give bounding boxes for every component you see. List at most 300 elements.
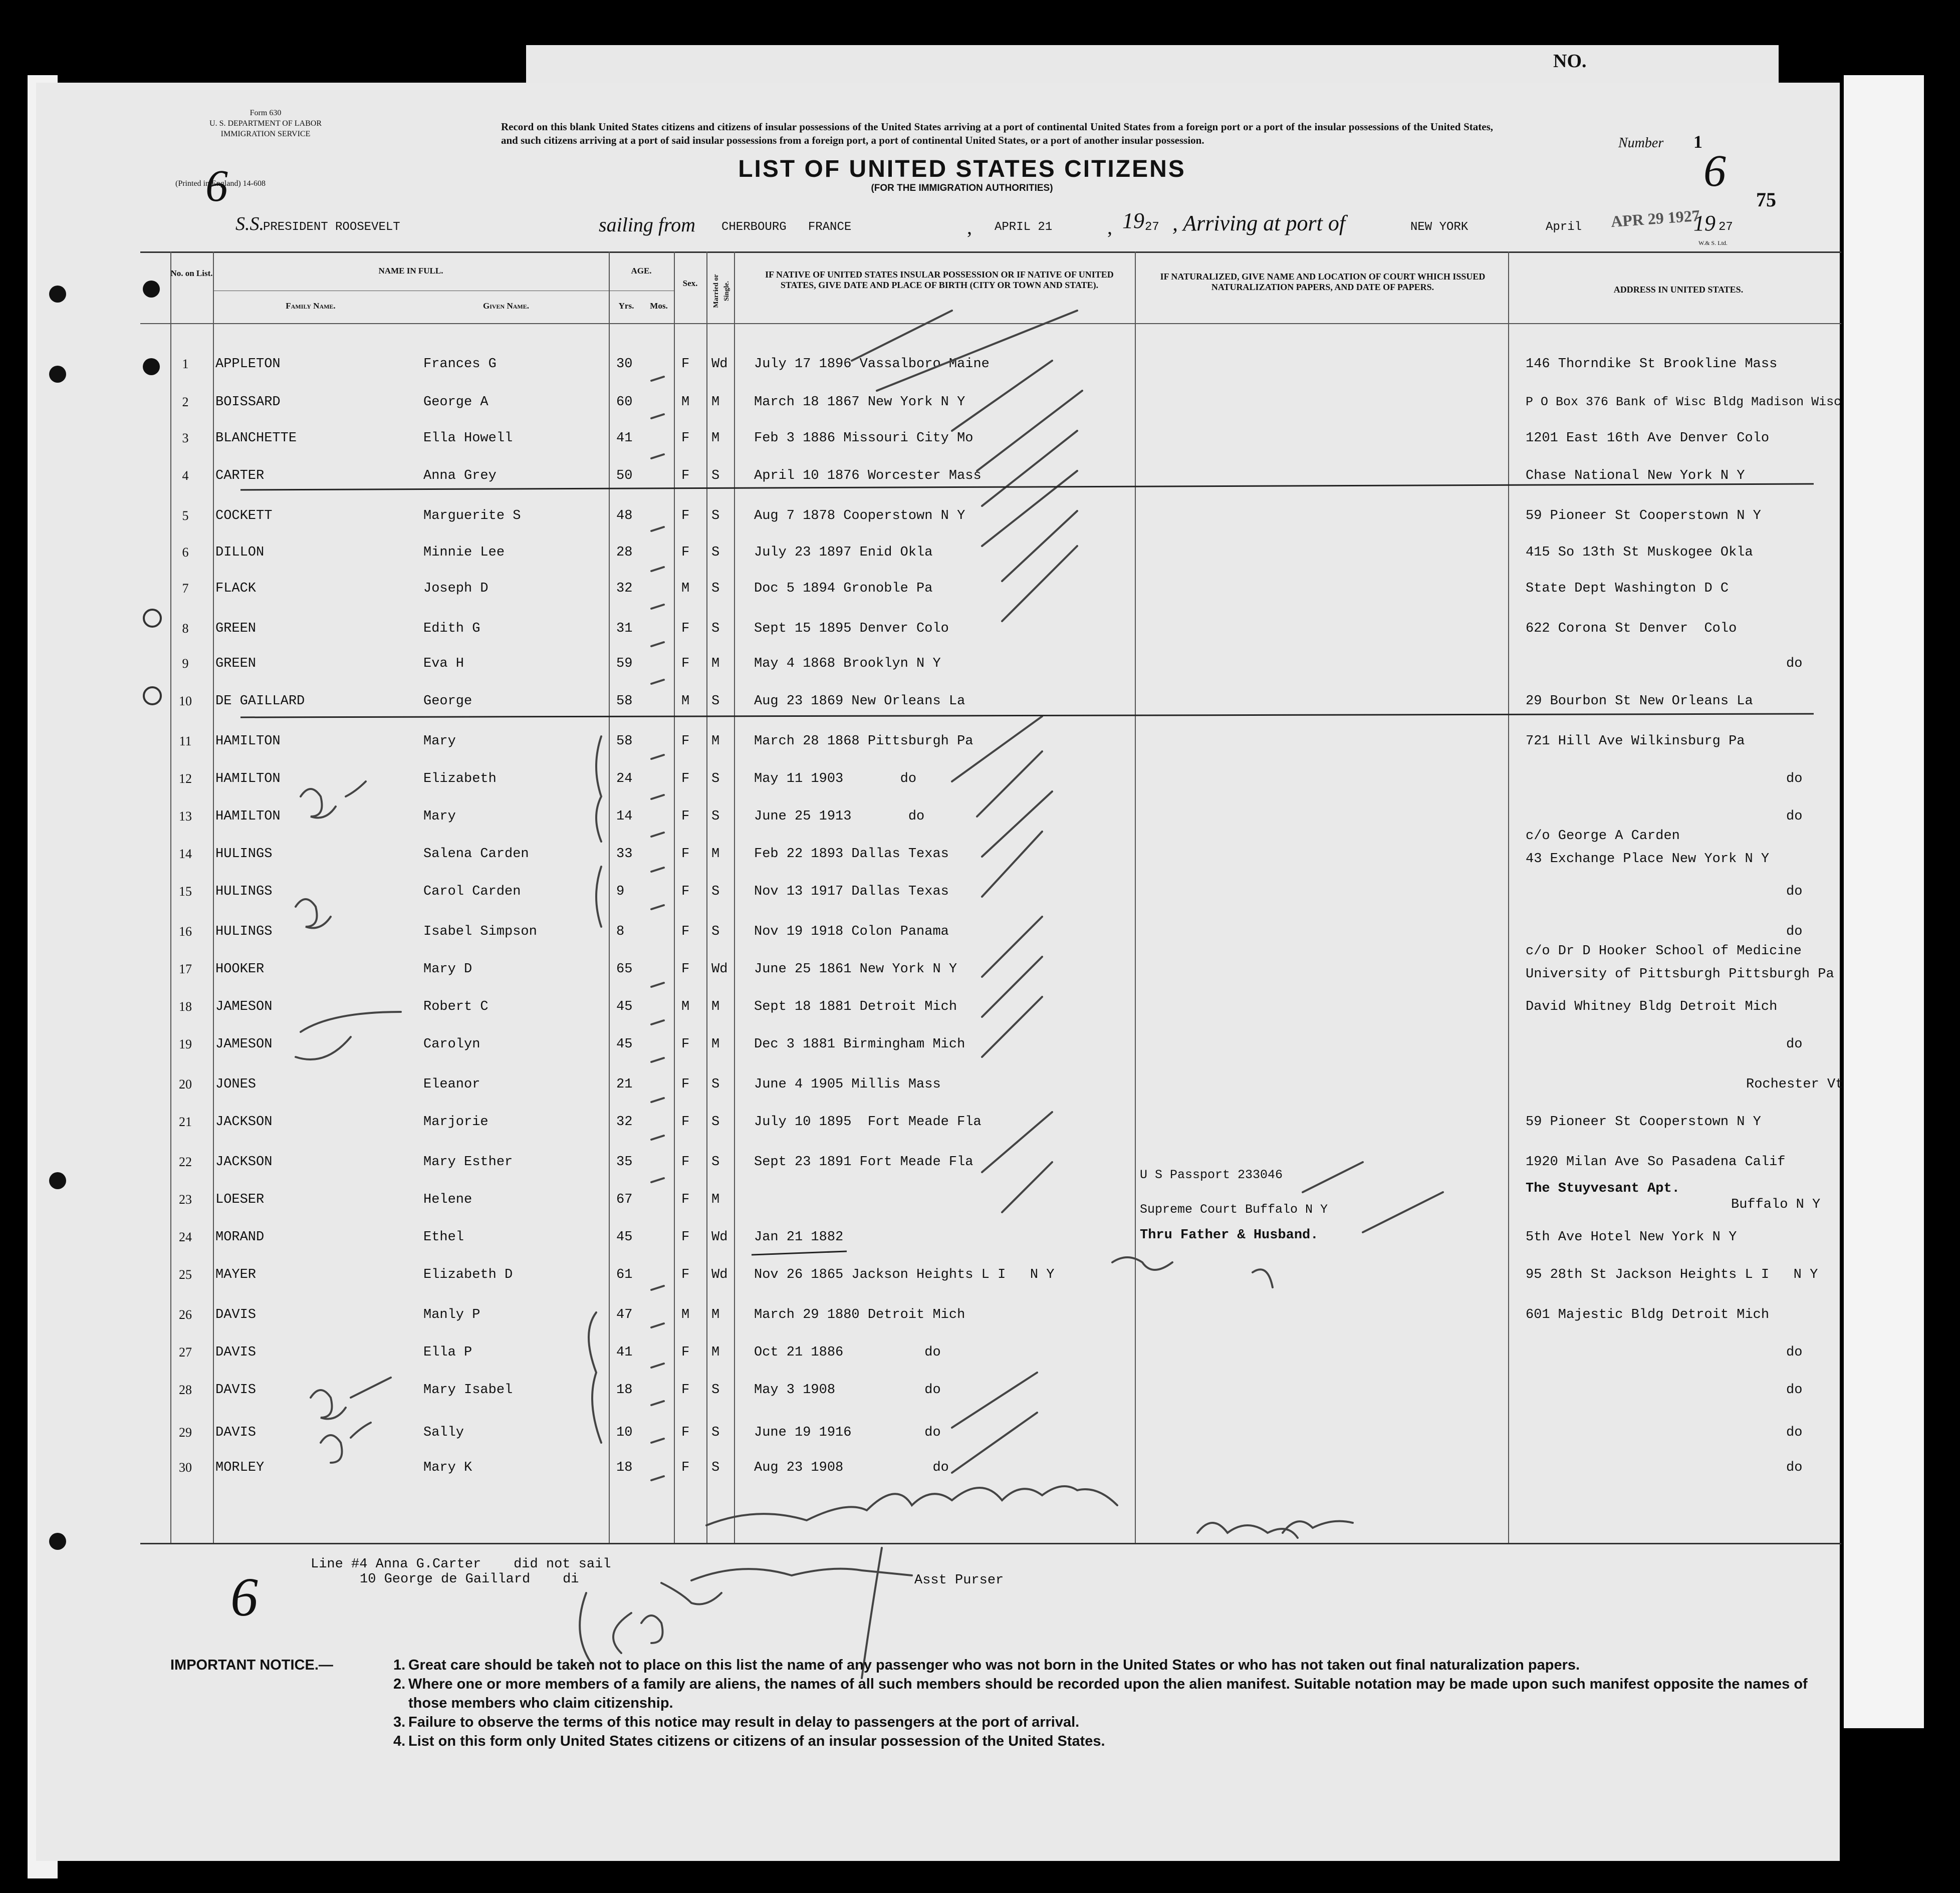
sex: F <box>681 1192 690 1207</box>
printer-mark: W.& S. Ltd. <box>1698 239 1728 246</box>
age-years: 41 <box>616 1345 633 1360</box>
departure-year-suffix: 27 <box>1145 220 1159 234</box>
age-years: 31 <box>616 621 633 636</box>
birth-info: March 28 1868 Pittsburgh Pa <box>754 734 973 749</box>
given-name: Mary <box>423 734 456 749</box>
marital-status: M <box>711 1307 720 1322</box>
marital-status: Wd <box>711 357 728 372</box>
family-name: LOESER <box>215 1192 265 1207</box>
row-number: 9 <box>182 656 189 671</box>
given-name: Ella Howell <box>423 431 513 446</box>
family-name: DAVIS <box>215 1383 257 1398</box>
address: Buffalo N Y <box>1731 1197 1821 1212</box>
address: do <box>1786 1460 1803 1475</box>
address: 415 So 13th St Muskogee Okla <box>1526 545 1753 560</box>
footer-line-1: Line #4 Anna G.Carter did not sail <box>311 1557 611 1572</box>
row-number: 7 <box>182 581 189 596</box>
row-number: 3 <box>182 431 189 445</box>
departure-year-prefix: 19 <box>1122 208 1144 233</box>
marital-status: M <box>711 1345 720 1360</box>
marital-status: S <box>711 694 720 709</box>
address: University of Pittsburgh Pittsburgh Pa <box>1526 967 1834 982</box>
birth-info: June 19 1916 do <box>754 1425 941 1440</box>
birth-info: Aug 23 1869 New Orleans La <box>754 694 965 709</box>
row-number: 30 <box>179 1460 192 1475</box>
marital-status: Wd <box>711 962 728 977</box>
row-number: 23 <box>179 1192 192 1207</box>
marital-status: S <box>711 884 720 899</box>
given-name: Mary K <box>423 1460 472 1475</box>
arriving-label: , Arriving at port of <box>1172 211 1346 235</box>
birth-info: March 18 1867 New York N Y <box>754 395 965 410</box>
row-number: 16 <box>179 924 192 939</box>
given-name: Isabel Simpson <box>423 924 537 939</box>
given-name: Carol Carden <box>423 884 521 899</box>
address: do <box>1786 924 1803 939</box>
birth-info: Doc 5 1894 Gronoble Pa <box>754 581 933 596</box>
naturalization-info: U S Passport 233046 <box>1140 1168 1283 1182</box>
col-married-single: Married or Single. <box>712 274 730 308</box>
given-name: Edith G <box>423 621 480 636</box>
family-name: GREEN <box>215 621 257 636</box>
age-years: 33 <box>616 847 633 862</box>
family-name: DE GAILLARD <box>215 694 305 709</box>
address: do <box>1786 771 1803 786</box>
arrival-month: April <box>1546 220 1582 234</box>
given-name: George <box>423 694 472 709</box>
family-name: MORAND <box>215 1230 265 1245</box>
sex: M <box>681 694 690 709</box>
birth-info: Sept 23 1891 Fort Meade Fla <box>754 1155 973 1170</box>
row-number: 12 <box>179 771 192 786</box>
birth-info: July 10 1895 Fort Meade Fla <box>754 1115 982 1130</box>
marital-status: S <box>711 1383 720 1398</box>
sex: F <box>681 1267 690 1282</box>
marital-status: S <box>711 581 720 596</box>
sex: M <box>681 999 690 1014</box>
marital-status: M <box>711 734 720 749</box>
birth-info: March 29 1880 Detroit Mich <box>754 1307 965 1322</box>
address: do <box>1786 884 1803 899</box>
birth-info: May 4 1868 Brooklyn N Y <box>754 656 941 671</box>
service-name: IMMIGRATION SERVICE <box>220 130 311 138</box>
sex: F <box>681 924 690 939</box>
row-number: 28 <box>179 1383 192 1397</box>
marital-status: S <box>711 1425 720 1440</box>
age-years: 32 <box>616 581 633 596</box>
age-years: 35 <box>616 1155 633 1170</box>
family-name: HULINGS <box>215 847 273 862</box>
row-number: 20 <box>179 1077 192 1092</box>
address: 59 Pioneer St Cooperstown N Y <box>1526 508 1761 523</box>
notice-item <box>393 1732 1836 1751</box>
family-name: JAMESON <box>215 1037 273 1052</box>
corner-number: 75 <box>1756 188 1776 211</box>
family-name: COCKETT <box>215 508 273 523</box>
age-years: 18 <box>616 1460 633 1475</box>
birth-info: Sept 18 1881 Detroit Mich <box>754 999 957 1014</box>
row-number: 6 <box>182 545 189 560</box>
family-name: JACKSON <box>215 1115 273 1130</box>
row-number: 29 <box>179 1425 192 1440</box>
age-years: 65 <box>616 962 633 977</box>
address: 622 Corona St Denver Colo <box>1526 621 1737 636</box>
given-name: Ethel <box>423 1230 464 1245</box>
handwritten-page-mark: 6 <box>205 161 228 211</box>
given-name: Ella P <box>423 1345 472 1360</box>
birth-info: April 10 1876 Worcester Mass <box>754 468 982 483</box>
notice-item-number: 2. <box>393 1676 406 1692</box>
sex: F <box>681 1383 690 1398</box>
sex: F <box>681 508 690 523</box>
col-given-name: Given Name. <box>482 301 529 311</box>
row-number: 24 <box>179 1230 192 1244</box>
age-years: 8 <box>616 924 625 939</box>
notice-item-text: Great care should be taken not to place on this list the name of any passenger who was not born in the United States or who has not taken out final naturalization papers. <box>408 1657 1580 1673</box>
form-number: Form 630 <box>250 109 282 117</box>
sex: F <box>681 1345 690 1360</box>
notice-item-number: 1. <box>393 1657 406 1673</box>
address: 1201 East 16th Ave Denver Colo <box>1526 431 1770 446</box>
age-years: 58 <box>616 694 633 709</box>
sex: F <box>681 847 690 862</box>
sex: F <box>681 1115 690 1130</box>
given-name: Carolyn <box>423 1037 480 1052</box>
address: 146 Thorndike St Brookline Mass <box>1526 357 1778 372</box>
sex: F <box>681 656 690 671</box>
address: do <box>1786 809 1803 824</box>
birth-info: June 25 1913 do <box>754 809 925 824</box>
birth-info: Nov 26 1865 Jackson Heights L I N Y <box>754 1267 1055 1282</box>
sex: M <box>681 581 690 596</box>
family-name: DAVIS <box>215 1345 257 1360</box>
sex: F <box>681 884 690 899</box>
family-name: DILLON <box>215 545 265 560</box>
col-sex: Sex. <box>682 279 698 288</box>
purser-title: Asst Purser <box>914 1573 1004 1588</box>
address-care-of: The Stuyvesant Apt. <box>1526 1181 1680 1196</box>
notice-items <box>393 1656 1836 1751</box>
footer-page-mark: 6 <box>230 1566 258 1628</box>
col-naturalized: IF NATURALIZED, GIVE NAME AND LOCATION OF COURT WHICH ISSUED NATURALIZATION PAPERS, AND DATE OF PAPERS. <box>1160 272 1486 292</box>
row-number: 21 <box>179 1115 192 1129</box>
birth-info: June 4 1905 Millis Mass <box>754 1077 941 1092</box>
family-name: MAYER <box>215 1267 257 1282</box>
age-years: 45 <box>616 1037 633 1052</box>
address: do <box>1786 1345 1803 1360</box>
marital-status: S <box>711 1460 720 1475</box>
col-age-months: Mos. <box>650 301 668 311</box>
ss-label: S.S. <box>235 213 264 234</box>
ship-name: PRESIDENT ROOSEVELT <box>263 220 400 234</box>
sex: F <box>681 545 690 560</box>
family-name: HAMILTON <box>215 809 281 824</box>
given-name: Eleanor <box>423 1077 480 1092</box>
age-years: 59 <box>616 656 633 671</box>
row-number: 26 <box>179 1307 192 1322</box>
family-name: HULINGS <box>215 884 273 899</box>
address: 1920 Milan Ave So Pasadena Calif <box>1526 1155 1786 1170</box>
address: do <box>1786 1425 1803 1440</box>
row-number: 2 <box>182 395 189 409</box>
marital-status: M <box>711 1192 720 1207</box>
address: do <box>1786 656 1803 671</box>
family-name: HAMILTON <box>215 734 281 749</box>
birth-info: Jan 21 1882 <box>754 1230 844 1245</box>
marital-status: S <box>711 1155 720 1170</box>
age-years: 10 <box>616 1425 633 1440</box>
col-family-name: Family Name. <box>286 301 336 311</box>
given-name: Eva H <box>423 656 464 671</box>
row-number: 17 <box>179 962 192 976</box>
family-name: BLANCHETTE <box>215 431 297 446</box>
birth-info: July 17 1896 Vassalboro Maine <box>754 357 990 372</box>
family-name: JACKSON <box>215 1155 273 1170</box>
marital-status: M <box>711 431 720 446</box>
birth-info: Nov 19 1918 Colon Panama <box>754 924 949 939</box>
age-years: 18 <box>616 1383 633 1398</box>
departure-port: CHERBOURG FRANCE <box>721 220 852 234</box>
row-number: 10 <box>179 694 192 708</box>
sex: F <box>681 1155 690 1170</box>
marital-status: S <box>711 545 720 560</box>
address: 59 Pioneer St Cooperstown N Y <box>1526 1115 1761 1130</box>
birth-info: Oct 21 1886 do <box>754 1345 941 1360</box>
family-name: APPLETON <box>215 357 281 372</box>
sex: F <box>681 1077 690 1092</box>
age-years: 24 <box>616 771 633 786</box>
age-years: 14 <box>616 809 633 824</box>
arrival-year-suffix: 27 <box>1719 220 1733 234</box>
arrival-port: NEW YORK <box>1410 220 1468 234</box>
age-years: 21 <box>616 1077 633 1092</box>
sex: F <box>681 1230 690 1245</box>
birth-info: Feb 22 1893 Dallas Texas <box>754 847 949 862</box>
row-number: 13 <box>179 809 192 824</box>
age-years: 41 <box>616 431 633 446</box>
family-name: JAMESON <box>215 999 273 1014</box>
marital-status: Wd <box>711 1267 728 1282</box>
notice-item-text: Where one or more members of a family are aliens, the names of all such members should be recorded upon the alien manifest. Suitable notation may be made upon such manifest opposite the names of those members who claim citizenship. <box>408 1676 1808 1711</box>
row-number: 22 <box>179 1155 192 1169</box>
notice-item-text: Failure to observe the terms of this notice may result in delay to passengers at the port of arrival. <box>408 1714 1080 1730</box>
comma-separator: , <box>1107 216 1112 238</box>
birth-info: Sept 15 1895 Denver Colo <box>754 621 949 636</box>
notice-label: IMPORTANT NOTICE.— <box>170 1657 333 1673</box>
row-number: 15 <box>179 884 192 899</box>
sex: F <box>681 1460 690 1475</box>
col-age-years: Yrs. <box>618 301 634 311</box>
row-number: 11 <box>179 734 192 748</box>
marital-status: M <box>711 847 720 862</box>
given-name: Marjorie <box>423 1115 488 1130</box>
address: do <box>1786 1383 1803 1398</box>
family-name: HAMILTON <box>215 771 281 786</box>
naturalization-info: Supreme Court Buffalo N Y <box>1140 1202 1328 1217</box>
age-years: 48 <box>616 508 633 523</box>
given-name: Joseph D <box>423 581 488 596</box>
given-name: Frances G <box>423 357 497 372</box>
birth-info: July 23 1897 Enid Okla <box>754 545 933 560</box>
given-name: Manly P <box>423 1307 480 1322</box>
family-name: FLACK <box>215 581 257 596</box>
birth-info: Nov 13 1917 Dallas Texas <box>754 884 949 899</box>
address: State Dept Washington D C <box>1526 581 1729 596</box>
marital-status: Wd <box>711 1230 728 1245</box>
birth-info: May 11 1903 do <box>754 771 917 786</box>
family-name: DAVIS <box>215 1307 257 1322</box>
number-label: Number <box>1618 135 1664 151</box>
given-name: Mary Esther <box>423 1155 513 1170</box>
notice-item <box>393 1713 1836 1732</box>
number-value: 1 <box>1693 132 1702 152</box>
age-years: 45 <box>616 999 633 1014</box>
address: do <box>1786 1037 1803 1052</box>
address: 601 Majestic Bldg Detroit Mich <box>1526 1307 1770 1322</box>
col-no-on-list: No. on List. <box>170 268 213 278</box>
sex: F <box>681 771 690 786</box>
notice-item <box>393 1675 1836 1713</box>
arrival-stamp: APR 29 1927 <box>1610 206 1700 231</box>
marital-status: S <box>711 771 720 786</box>
given-name: Helene <box>423 1192 472 1207</box>
page-title: LIST OF UNITED STATES CITIZENS <box>738 156 1186 182</box>
family-name: GREEN <box>215 656 257 671</box>
record-instructions: Record on this blank United States citizens and citizens of insular possessions of the United States arriving at a port of continental United States from a foreign port or a port of the insular possessions of the United States, and such citizens arriving at a port of said insular possessions from a foreign port, a port of continental United States, or a port of another insular possession. <box>501 121 1493 146</box>
family-name: CARTER <box>215 468 265 483</box>
family-name: DAVIS <box>215 1425 257 1440</box>
address: Rochester Vt <box>1746 1077 1844 1092</box>
row-number: 1 <box>182 357 189 371</box>
notice-item-text: List on this form only United States citizens or citizens of an insular possession of the United States. <box>408 1733 1105 1749</box>
given-name: George A <box>423 395 488 410</box>
birth-info: Dec 3 1881 Birmingham Mich <box>754 1037 965 1052</box>
address: 29 Bourbon St New Orleans La <box>1526 694 1753 709</box>
col-birth: IF NATIVE OF UNITED STATES INSULAR POSSESSION OR IF NATIVE OF UNITED STATES, GIVE DATE AND PLACE OF BIRTH (CITY OR TOWN AND STATE). <box>765 269 1114 290</box>
birth-info: Aug 7 1878 Cooperstown N Y <box>754 508 965 523</box>
row-number: 14 <box>179 847 192 861</box>
tab-number-label: NO. <box>1553 51 1587 72</box>
printer-note: (Printed in England) 14-608 <box>175 179 266 188</box>
age-years: 61 <box>616 1267 633 1282</box>
marital-status: S <box>711 924 720 939</box>
marital-status: S <box>711 809 720 824</box>
age-years: 58 <box>616 734 633 749</box>
sex: F <box>681 357 690 372</box>
age-years: 9 <box>616 884 625 899</box>
age-years: 32 <box>616 1115 633 1130</box>
sex: F <box>681 809 690 824</box>
marital-status: M <box>711 656 720 671</box>
marital-status: M <box>711 1037 720 1052</box>
age-years: 45 <box>616 1230 633 1245</box>
family-name: BOISSARD <box>215 395 281 410</box>
given-name: Robert C <box>423 999 488 1014</box>
sex: F <box>681 1037 690 1052</box>
department-name: U. S. DEPARTMENT OF LABOR <box>209 119 322 128</box>
comma-separator: , <box>967 216 972 238</box>
address: Chase National New York N Y <box>1526 468 1745 483</box>
col-address: ADDRESS IN UNITED STATES. <box>1613 285 1744 295</box>
age-years: 67 <box>616 1192 633 1207</box>
birth-info: Aug 23 1908 do <box>754 1460 949 1475</box>
address: 5th Ave Hotel New York N Y <box>1526 1230 1737 1245</box>
sex: F <box>681 962 690 977</box>
row-number: 5 <box>182 508 189 523</box>
row-number: 18 <box>179 999 192 1014</box>
birth-info: May 3 1908 do <box>754 1383 941 1398</box>
sailing-from-label: sailing from <box>599 213 695 236</box>
sex: F <box>681 431 690 446</box>
age-years: 50 <box>616 468 633 483</box>
family-name: JONES <box>215 1077 257 1092</box>
given-name: Sally <box>423 1425 464 1440</box>
sex: M <box>681 395 690 410</box>
row-number: 8 <box>182 621 189 636</box>
arrival-year-prefix: 19 <box>1693 211 1716 235</box>
address: 721 Hill Ave Wilkinsburg Pa <box>1526 734 1745 749</box>
marital-status: M <box>711 999 720 1014</box>
address: David Whitney Bldg Detroit Mich <box>1526 999 1778 1014</box>
age-years: 30 <box>616 357 633 372</box>
row-number: 4 <box>182 468 189 483</box>
given-name: Salena Carden <box>423 847 529 862</box>
notice-item-number: 3. <box>393 1714 406 1730</box>
col-age: AGE. <box>631 266 652 276</box>
family-name: HULINGS <box>215 924 273 939</box>
given-name: Mary Isabel <box>423 1383 513 1398</box>
given-name: Elizabeth <box>423 771 497 786</box>
col-name-in-full: NAME IN FULL. <box>378 266 443 276</box>
sex: F <box>681 734 690 749</box>
address: P O Box 376 Bank of Wisc Bldg Madison Wisc <box>1526 395 1842 409</box>
sex: F <box>681 1425 690 1440</box>
family-name: MORLEY <box>215 1460 265 1475</box>
marital-status: S <box>711 621 720 636</box>
sex: M <box>681 1307 690 1322</box>
marital-status: S <box>711 1077 720 1092</box>
given-name: Anna Grey <box>423 468 497 483</box>
address: 43 Exchange Place New York N Y <box>1526 852 1770 867</box>
page-subtitle: (FOR THE IMMIGRATION AUTHORITIES) <box>871 183 1053 193</box>
marital-status: S <box>711 468 720 483</box>
age-years: 60 <box>616 395 633 410</box>
birth-info: June 25 1861 New York N Y <box>754 962 957 977</box>
given-name: Marguerite S <box>423 508 521 523</box>
row-number: 19 <box>179 1037 192 1051</box>
sex: F <box>681 468 690 483</box>
row-number: 25 <box>179 1267 192 1282</box>
handwritten-number: 6 <box>1703 146 1726 196</box>
marital-status: S <box>711 1115 720 1130</box>
address-care-of: c/o Dr D Hooker School of Medicine <box>1526 944 1802 959</box>
footer-line-2: 10 George de Gaillard di <box>360 1572 579 1587</box>
sex: F <box>681 621 690 636</box>
birth-info: Feb 3 1886 Missouri City Mo <box>754 431 973 446</box>
notice-item-number: 4. <box>393 1733 406 1749</box>
notice-item <box>393 1656 1836 1675</box>
row-number: 27 <box>179 1345 192 1360</box>
given-name: Mary <box>423 809 456 824</box>
address: 95 28th St Jackson Heights L I N Y <box>1526 1267 1818 1282</box>
age-years: 47 <box>616 1307 633 1322</box>
age-years: 28 <box>616 545 633 560</box>
address-care-of: c/o George A Carden <box>1526 829 1680 844</box>
given-name: Elizabeth D <box>423 1267 513 1282</box>
marital-status: S <box>711 508 720 523</box>
naturalization-info: Thru Father & Husband. <box>1140 1228 1319 1243</box>
marital-status: M <box>711 395 720 410</box>
